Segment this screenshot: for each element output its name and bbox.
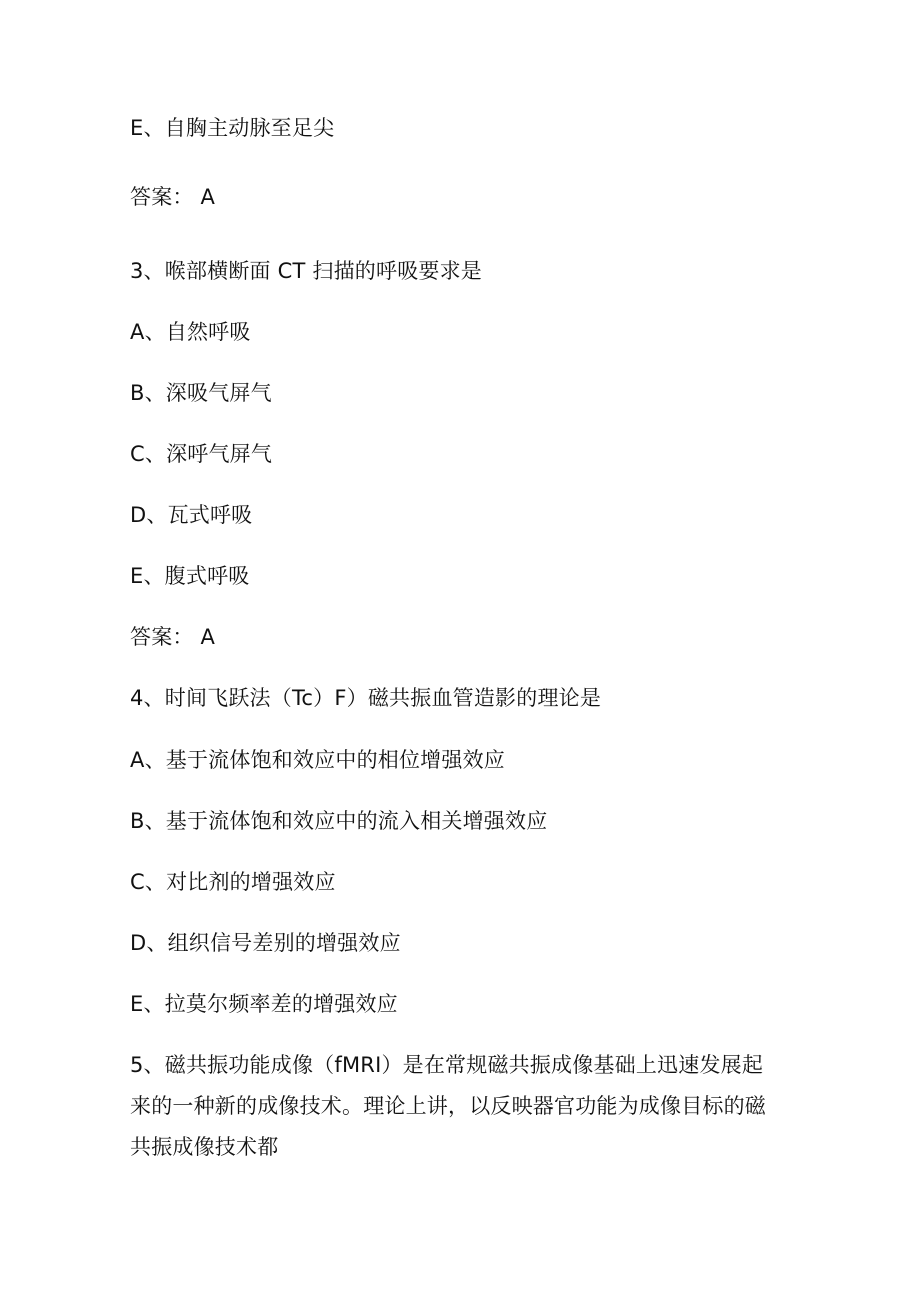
option-b-q4: B、基于流体饱和效应中的流入相关增强效应: [130, 809, 548, 833]
question-4: 4、时间飞跃法（Tc）F）磁共振血管造影的理论是: [130, 686, 602, 710]
question-5-line-1: 5、磁共振功能成像（fMRI）是在常规磁共振成像基础上迅速发展起: [130, 1053, 764, 1077]
question-3: 3、喉部横断面 CT 扫描的呼吸要求是: [130, 259, 483, 283]
option-c-q4: C、对比剂的增强效应: [130, 870, 336, 894]
option-a-q4: A、基于流体饱和效应中的相位增强效应: [130, 748, 505, 772]
option-e-q2: E、自胸主动脉至足尖: [130, 116, 335, 140]
question-5-line-2: 来的一种新的成像技术。理论上讲，以反映器官功能为成像目标的磁: [130, 1094, 766, 1118]
answer-q2: 答案： A: [130, 185, 216, 209]
question-5-line-3: 共振成像技术都: [130, 1135, 279, 1159]
option-d-q4: D、组织信号差别的增强效应: [130, 931, 401, 955]
option-b-q3: B、深吸气屏气: [130, 381, 272, 405]
option-e-q3: E、腹式呼吸: [130, 564, 250, 588]
question-5: [130, 1045, 790, 1168]
option-e-q4: E、拉莫尔频率差的增强效应: [130, 992, 398, 1016]
option-d-q3: D、瓦式呼吸: [130, 503, 253, 527]
option-c-q3: C、深呼气屏气: [130, 442, 273, 466]
answer-q3: 答案： A: [130, 625, 216, 649]
option-a-q3: A、自然呼吸: [130, 320, 251, 344]
